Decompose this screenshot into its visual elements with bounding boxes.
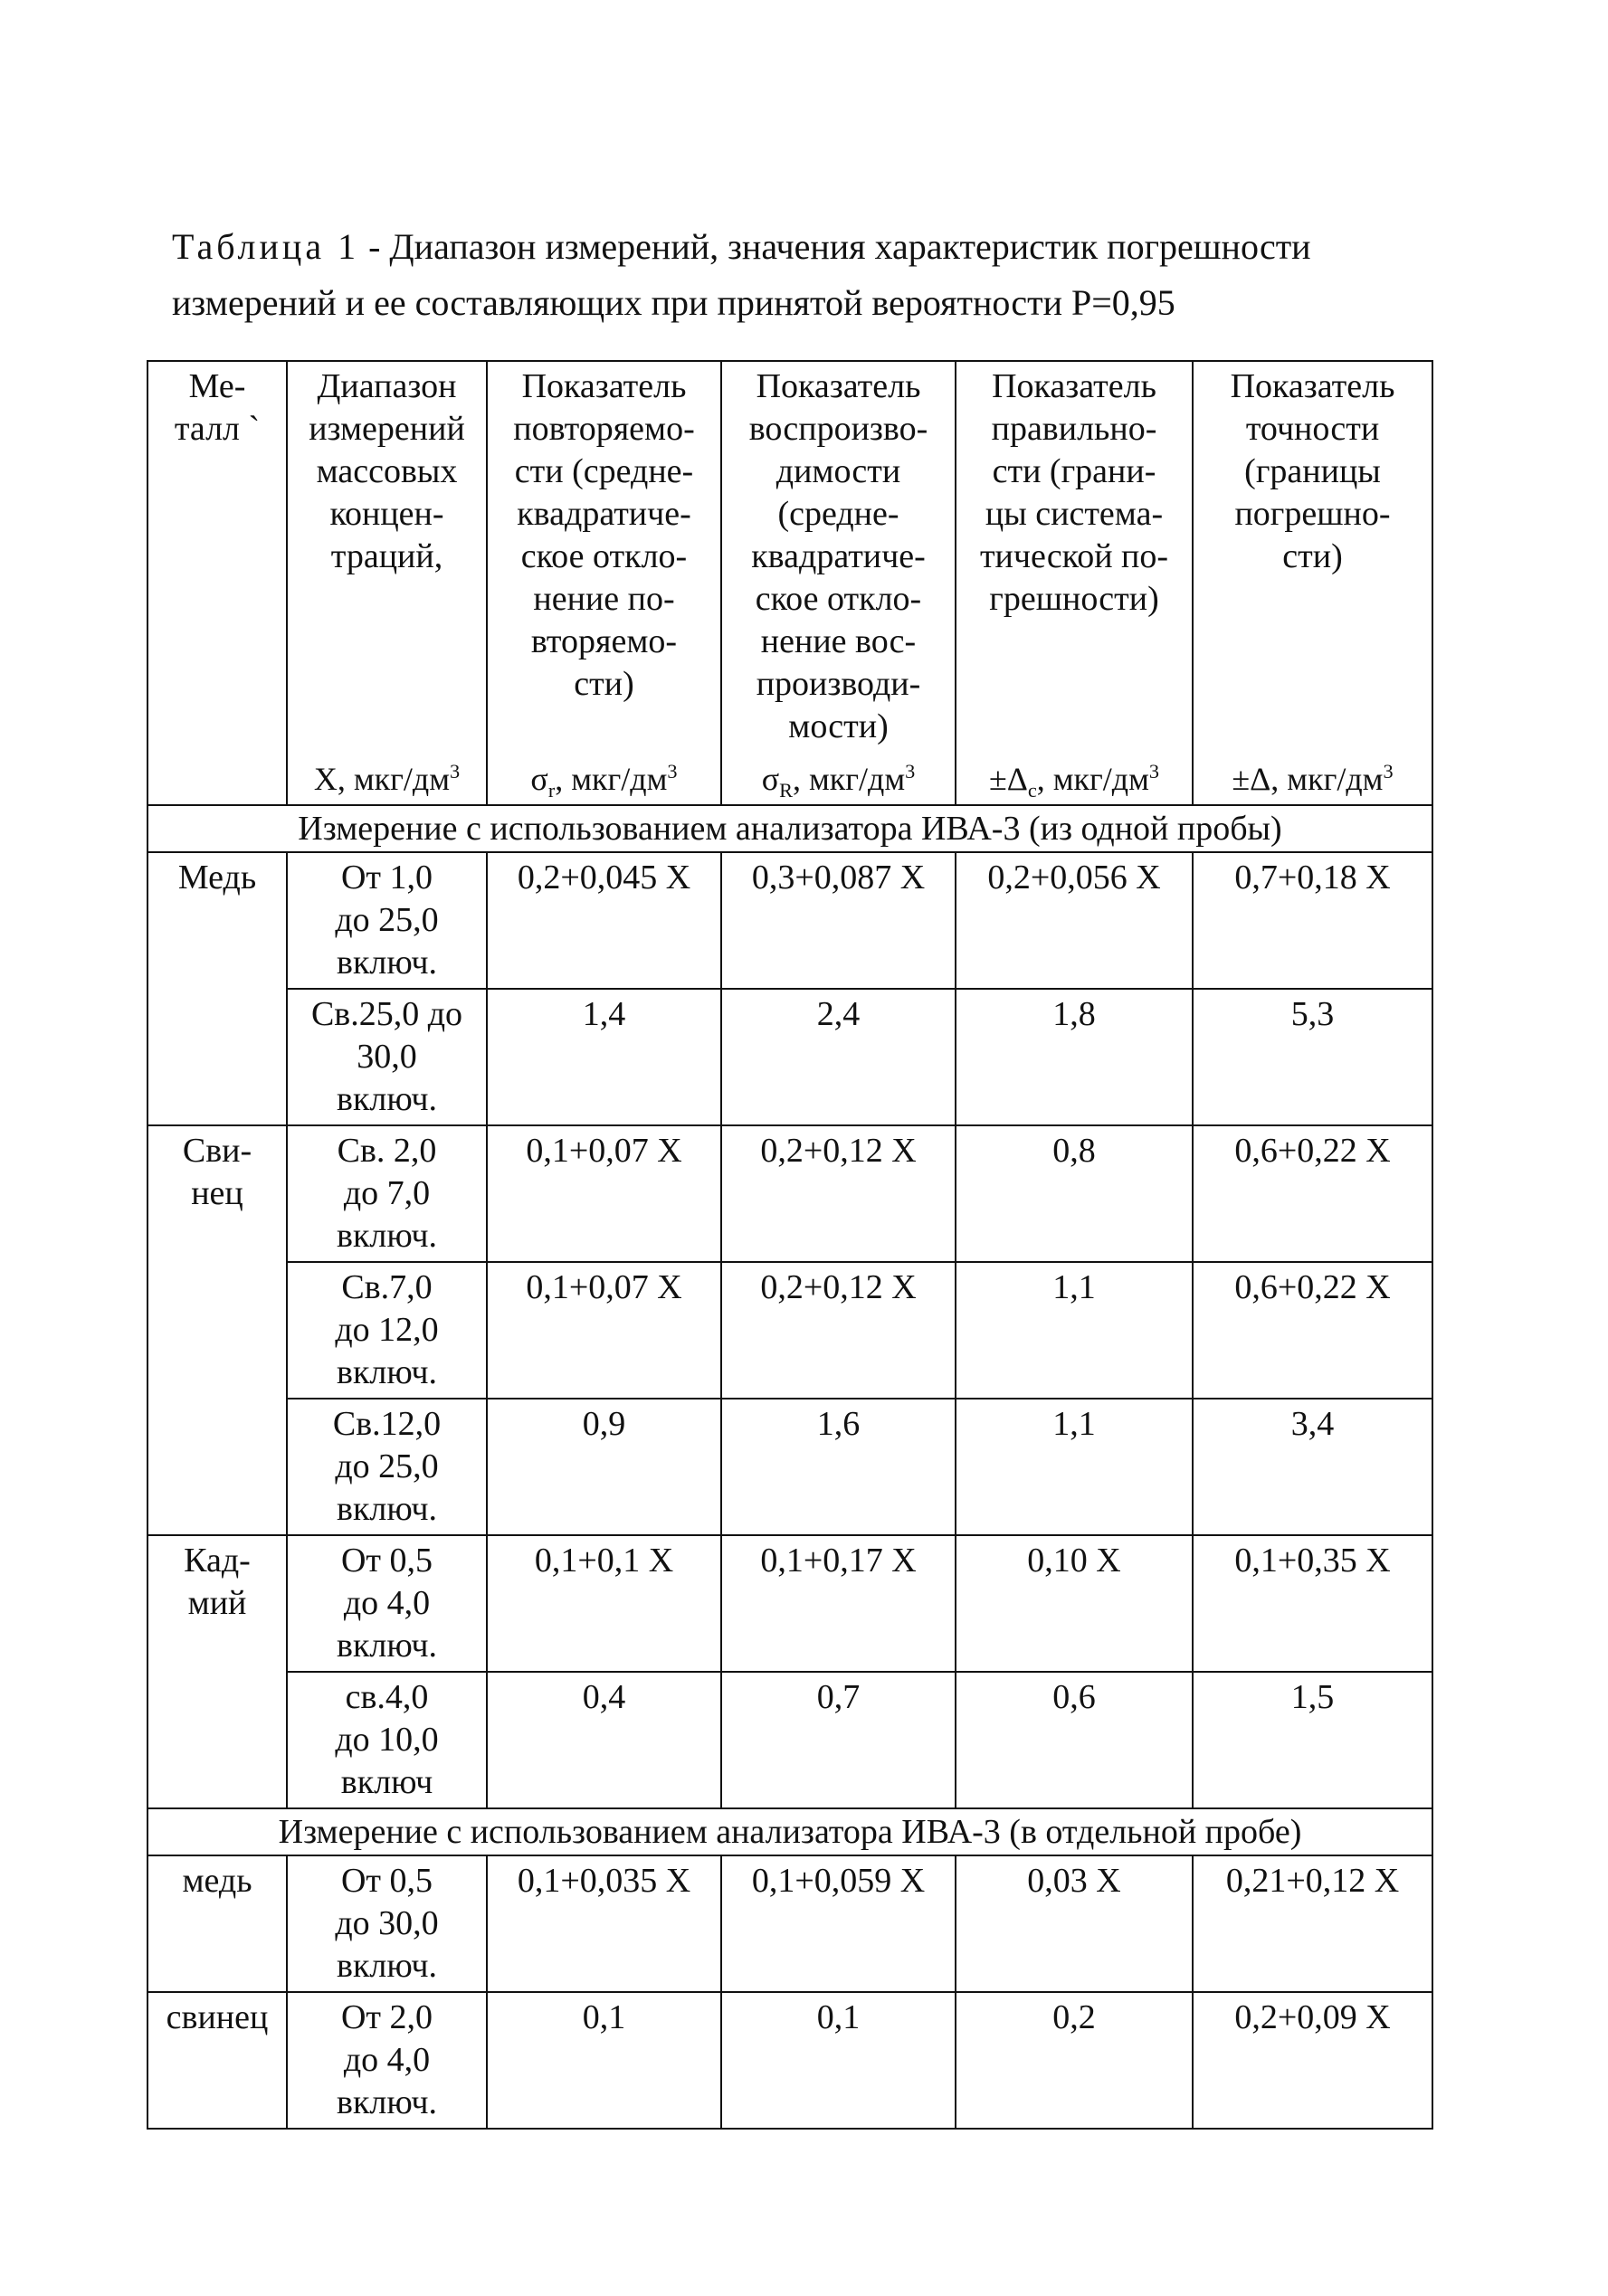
trueness-value: 0,8	[956, 1125, 1193, 1262]
range-cell	[287, 1992, 487, 2129]
metal-name-line: мий	[187, 1584, 247, 1622]
unit-power: 3	[449, 760, 461, 783]
range-line: до 30,0	[335, 1904, 439, 1942]
table-row	[147, 989, 1432, 1125]
repeatability-value: 0,1	[487, 1992, 721, 2129]
header-repeatability-line: квадратиче-	[517, 495, 691, 533]
header-range-line: измерений	[309, 410, 465, 448]
header-reproducibility-line: ское откло-	[755, 580, 922, 618]
unit-power: 3	[1383, 760, 1394, 783]
repeatability-value: 0,2+0,045 X	[487, 852, 721, 989]
unit-subscript: r	[547, 779, 556, 802]
reproducibility-value: 0,2+0,12 X	[721, 1262, 956, 1399]
unit-text: , мкг/дм	[1036, 761, 1149, 797]
header-trueness-line: правильно-	[991, 410, 1157, 448]
header-reproducibility-line: (средне-	[777, 495, 899, 533]
header-range-line: траций,	[330, 537, 443, 575]
section-title: Измерение с использованием анализатора ИВА-3 (в отдельной пробе)	[147, 1808, 1432, 1855]
metal-name-line: нец	[191, 1174, 243, 1212]
range-line: до 25,0	[335, 1447, 439, 1485]
unit-range	[287, 752, 487, 805]
header-reproducibility-line: производи-	[756, 665, 921, 703]
header-range-line: Диапазон	[317, 367, 457, 405]
range-line: включ.	[337, 1947, 437, 1985]
metal-name-line: Сви-	[182, 1132, 252, 1170]
metal-name-line: свинец	[166, 1998, 269, 2036]
range-line: включ.	[337, 1490, 437, 1528]
range-cell	[287, 1399, 487, 1535]
table-row	[147, 1125, 1432, 1262]
reproducibility-value: 0,1	[721, 1992, 956, 2129]
metal-name-cell	[147, 1535, 287, 1808]
range-line: Св.7,0	[341, 1268, 433, 1306]
range-line: Св.25,0 до	[310, 995, 463, 1033]
trueness-value: 0,10 X	[956, 1535, 1193, 1672]
range-line: до 4,0	[343, 1584, 431, 1622]
range-line: От 0,5	[340, 1542, 433, 1580]
range-line: включ.	[337, 2083, 437, 2121]
accuracy-value: 0,6+0,22 X	[1193, 1262, 1432, 1399]
header-reproducibility-line: нение вос-	[760, 622, 917, 660]
section-row	[147, 805, 1432, 852]
header-accuracy-line: точности	[1245, 410, 1380, 448]
repeatability-value: 0,4	[487, 1672, 721, 1808]
range-line: включ.	[337, 944, 437, 982]
header-trueness-line: тической по-	[979, 537, 1169, 575]
header-repeatability-line: нение по-	[533, 580, 675, 618]
header-range-line: массовых	[316, 452, 458, 490]
range-cell	[287, 1855, 487, 1992]
header-range-line: концен-	[329, 495, 444, 533]
header-repeatability	[487, 361, 721, 752]
header-trueness	[956, 361, 1193, 752]
accuracy-value: 1,5	[1193, 1672, 1432, 1808]
header-row	[147, 361, 1432, 752]
unit-accuracy	[1193, 752, 1432, 805]
reproducibility-value: 0,7	[721, 1672, 956, 1808]
trueness-value: 0,6	[956, 1672, 1193, 1808]
accuracy-value: 3,4	[1193, 1399, 1432, 1535]
range-cell	[287, 1125, 487, 1262]
range-cell	[287, 1672, 487, 1808]
table-body	[147, 361, 1432, 2129]
reproducibility-value: 0,2+0,12 X	[721, 1125, 956, 1262]
unit-subscript: c	[1027, 779, 1037, 802]
unit-reproducibility	[721, 752, 956, 805]
header-reproducibility	[721, 361, 956, 752]
header-reproducibility-line: квадратиче-	[751, 537, 926, 575]
header-metal	[147, 361, 287, 805]
range-line: включ.	[337, 1627, 437, 1665]
table-row	[147, 1262, 1432, 1399]
repeatability-value: 0,1+0,07 X	[487, 1125, 721, 1262]
header-repeatability-line: вторяемо-	[530, 622, 678, 660]
repeatability-value: 0,9	[487, 1399, 721, 1535]
table-row	[147, 1855, 1432, 1992]
header-trueness-line: грешности)	[989, 580, 1159, 618]
header-trueness-line: сти (грани-	[992, 452, 1156, 490]
header-reproducibility-line: димости	[775, 452, 901, 490]
metal-name-cell	[147, 1992, 287, 2129]
range-line: Св. 2,0	[337, 1132, 437, 1170]
trueness-value: 0,2	[956, 1992, 1193, 2129]
unit-repeatability	[487, 752, 721, 805]
trueness-value: 1,8	[956, 989, 1193, 1125]
table-row	[147, 1672, 1432, 1808]
range-line: Св.12,0	[332, 1405, 442, 1443]
unit-text: ±Δ, мкг/дм	[1232, 761, 1384, 797]
section-title: Измерение с использованием анализатора ИВА-3 (из одной пробы)	[147, 805, 1432, 852]
reproducibility-value: 0,3+0,087 X	[721, 852, 956, 989]
caption-line-2: измерений и ее составляющих при принятой вероятности Р=0,95	[172, 282, 1175, 323]
header-accuracy-line: (границы	[1244, 452, 1381, 490]
unit-text: , мкг/дм	[555, 761, 668, 797]
table-row	[147, 1399, 1432, 1535]
trueness-value: 0,2+0,056 X	[956, 852, 1193, 989]
unit-power: 3	[905, 760, 916, 783]
unit-symbol: σ	[761, 761, 780, 797]
range-cell	[287, 989, 487, 1125]
caption-line-1	[172, 219, 1430, 275]
range-cell	[287, 1535, 487, 1672]
header-repeatability-line: сти)	[574, 665, 634, 703]
trueness-value: 1,1	[956, 1262, 1193, 1399]
range-line: включ.	[337, 1217, 437, 1255]
header-accuracy	[1193, 361, 1432, 752]
range-line: до 4,0	[343, 2041, 431, 2079]
header-metal-line: Ме-	[188, 367, 246, 405]
repeatability-value: 0,1+0,1 X	[487, 1535, 721, 1672]
range-line: включ	[340, 1763, 433, 1801]
range-line: От 2,0	[340, 1998, 433, 2036]
accuracy-value: 0,2+0,09 X	[1193, 1992, 1432, 2129]
caption-lead: Таблица 1	[172, 226, 360, 267]
header-reproducibility-line: воспроизво-	[748, 410, 928, 448]
header-repeatability-line: ское откло-	[520, 537, 688, 575]
reproducibility-value: 0,1+0,17 X	[721, 1535, 956, 1672]
header-trueness-line: цы система-	[985, 495, 1164, 533]
range-line: до 7,0	[343, 1174, 431, 1212]
range-line: до 12,0	[335, 1311, 439, 1349]
header-reproducibility-line: мости)	[788, 707, 889, 745]
range-line: включ.	[337, 1080, 437, 1118]
reproducibility-value: 0,1+0,059 X	[721, 1855, 956, 1992]
accuracy-value: 0,7+0,18 X	[1193, 852, 1432, 989]
range-line: 30,0	[357, 1038, 417, 1076]
header-accuracy-line: Показатель	[1230, 367, 1395, 405]
accuracy-value: 0,6+0,22 X	[1193, 1125, 1432, 1262]
range-cell	[287, 852, 487, 989]
trueness-value: 0,03 X	[956, 1855, 1193, 1992]
header-repeatability-line: сти (средне-	[514, 452, 694, 490]
unit-subscript: R	[779, 779, 793, 802]
range-line: От 0,5	[340, 1862, 433, 1900]
metal-name-line: медь	[182, 1862, 252, 1900]
header-metal-line: талл `	[174, 410, 261, 448]
range-line: включ.	[337, 1353, 437, 1391]
repeatability-value: 0,1+0,07 X	[487, 1262, 721, 1399]
unit-power: 3	[1148, 760, 1160, 783]
metal-name-cell	[147, 1855, 287, 1992]
header-repeatability-line: повторяемо-	[513, 410, 695, 448]
accuracy-value: 5,3	[1193, 989, 1432, 1125]
metal-name-line: Кад-	[184, 1542, 251, 1580]
accuracy-value: 0,1+0,35 X	[1193, 1535, 1432, 1672]
unit-range-text: X, мкг/дм	[313, 761, 450, 797]
metal-name-cell	[147, 1125, 287, 1535]
metal-name-cell	[147, 852, 287, 1125]
header-reproducibility-line: Показатель	[756, 367, 921, 405]
repeatability-value: 0,1+0,035 X	[487, 1855, 721, 1992]
repeatability-value: 1,4	[487, 989, 721, 1125]
section-row	[147, 1808, 1432, 1855]
reproducibility-value: 2,4	[721, 989, 956, 1125]
range-line: От 1,0	[340, 859, 433, 897]
range-line: до 25,0	[335, 901, 439, 939]
header-accuracy-line: сти)	[1282, 537, 1343, 575]
table-row	[147, 1535, 1432, 1672]
unit-trueness	[956, 752, 1193, 805]
caption-text: - Диапазон измерений, значения характеристик погрешности	[359, 226, 1311, 267]
reproducibility-value: 1,6	[721, 1399, 956, 1535]
header-accuracy-line: погрешно-	[1234, 495, 1391, 533]
unit-text: , мкг/дм	[793, 761, 906, 797]
unit-symbol: σ	[530, 761, 548, 797]
range-cell	[287, 1262, 487, 1399]
unit-power: 3	[667, 760, 678, 783]
metal-name-line: Медь	[177, 859, 257, 897]
table-caption	[172, 219, 1430, 331]
header-range	[287, 361, 487, 752]
unit-symbol: ±Δ	[988, 761, 1028, 797]
measurement-table	[147, 360, 1433, 2130]
range-line: до 10,0	[335, 1721, 439, 1759]
range-line: св.4,0	[345, 1678, 429, 1716]
table-row	[147, 1992, 1432, 2129]
trueness-value: 1,1	[956, 1399, 1193, 1535]
header-unit-row	[147, 752, 1432, 805]
header-repeatability-line: Показатель	[521, 367, 687, 405]
table-row	[147, 852, 1432, 989]
header-trueness-line: Показатель	[992, 367, 1156, 405]
accuracy-value: 0,21+0,12 X	[1193, 1855, 1432, 1992]
